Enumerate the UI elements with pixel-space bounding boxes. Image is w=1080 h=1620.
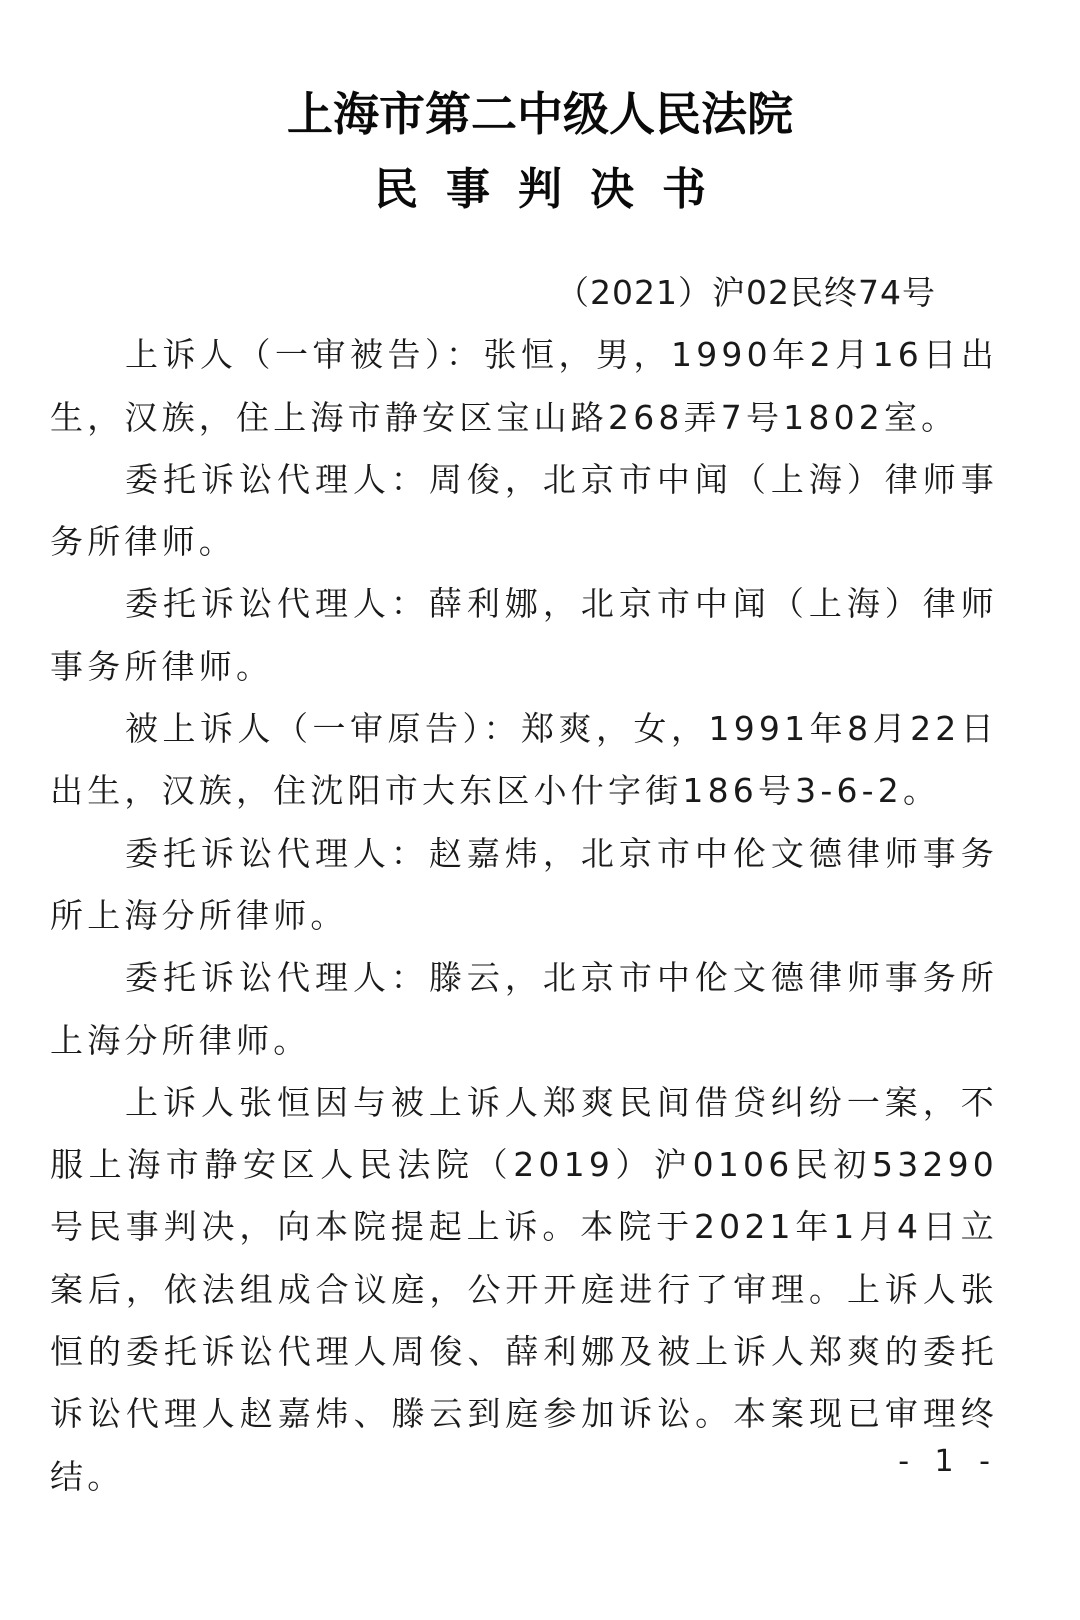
page-number: - 1 - bbox=[898, 1444, 998, 1479]
court-name-heading: 上海市第二中级人民法院 bbox=[287, 87, 793, 141]
party-appellee-agent-1: 委托诉讼代理人：赵嘉炜，北京市中伦文德律师事务所上海分所律师。 bbox=[50, 833, 998, 935]
party-appellee-agent-2: 委托诉讼代理人：滕云，北京市中伦文德律师事务所上海分所律师。 bbox=[50, 958, 998, 1060]
case-number: （2021）沪02民终74号 bbox=[556, 273, 936, 312]
document-type-heading: 民事判决书 bbox=[374, 164, 734, 215]
case-summary-paragraph: 上诉人张恒因与被上诉人郑爽民间借贷纠纷一案，不服上海市静安区人民法院（2019）沪0106民初53290号民事判决，向本院提起上诉。本院于2021年1月4日立案后，依法组成合议庭，公开开庭进行了审理。上诉人张恒的委托诉讼代理人周俊、薛利娜及被上诉人郑爽的委托诉讼代理人赵嘉炜、滕云到庭参加诉讼。本案现已审理终结。 bbox=[50, 1082, 998, 1496]
party-appellant: 上诉人（一审被告）：张恒，男，1990年2月16日出生，汉族，住上海市静安区宝山路268弄7号1802室。 bbox=[50, 335, 998, 437]
party-appellant-agent-2: 委托诉讼代理人：薛利娜，北京市中闻（上海）律师事务所律师。 bbox=[50, 584, 998, 686]
document-body bbox=[50, 262, 998, 1508]
party-appellee: 被上诉人（一审原告）：郑爽，女，1991年8月22日出生，汉族，住沈阳市大东区小什字街186号3-6-2。 bbox=[50, 709, 998, 811]
party-appellant-agent-1: 委托诉讼代理人：周俊，北京市中闻（上海）律师事务所律师。 bbox=[50, 459, 998, 562]
